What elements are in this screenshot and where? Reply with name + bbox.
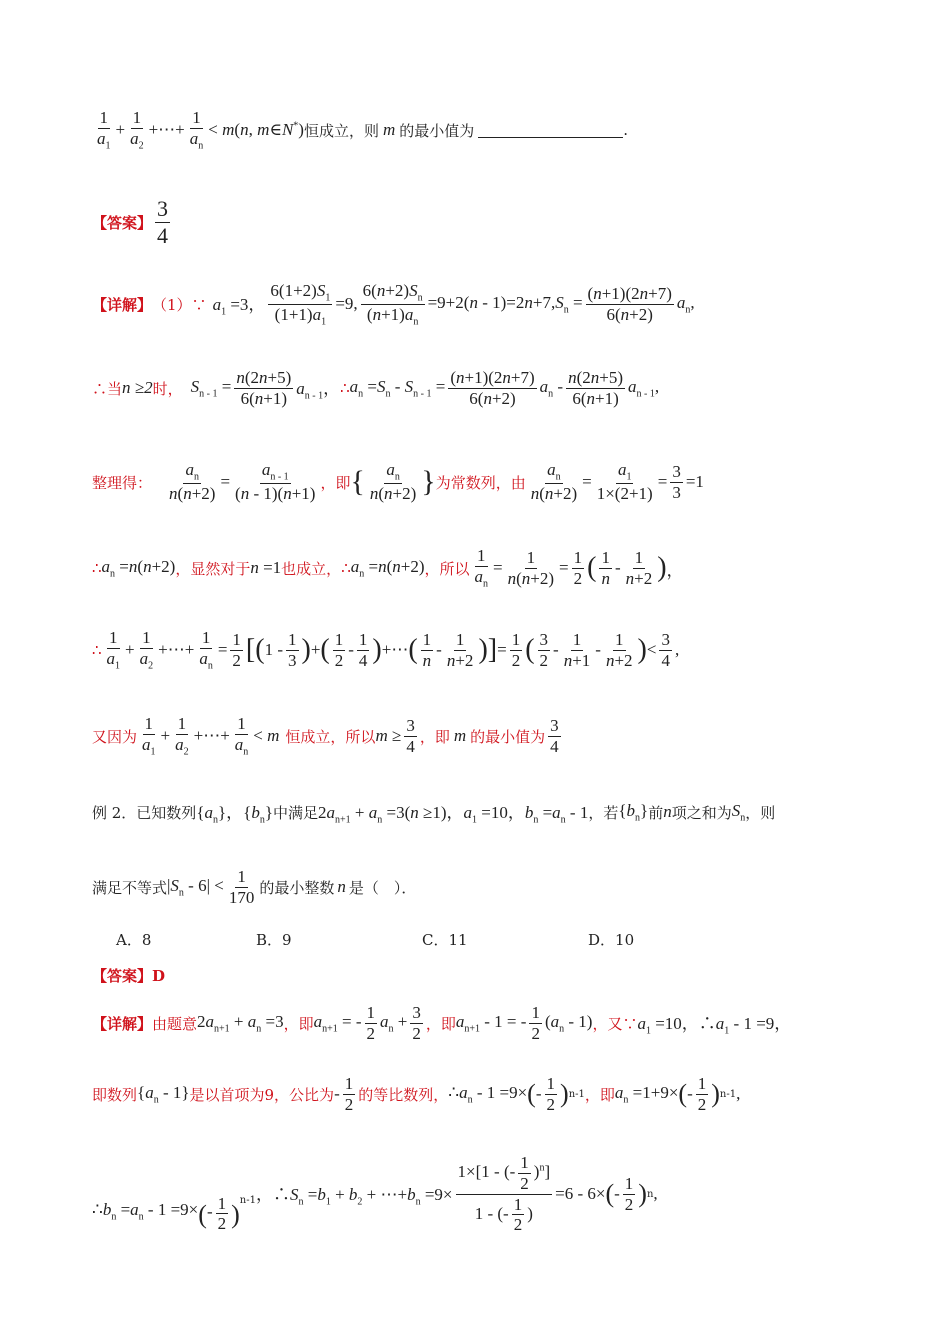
fraction: $\frac{1}{a_n}$: [234, 714, 249, 758]
example2-ze: ，则: [745, 803, 776, 822]
since-tail: 时，: [152, 379, 183, 398]
problem-tail-line: $\frac{1}{a_1}$ + $\frac{1}{a_2}$ +⋯+ $\frac{1}{a_n}$ < m(n, m∈N*) 恒成立，则 m 的最小值为 .: [97, 108, 629, 152]
fraction: $\frac{n(2n+5)}{6(n+1)}$: [568, 367, 624, 408]
fraction: $\frac{1}{2}$: [232, 629, 241, 670]
seq-text: 即数列: [92, 1085, 138, 1104]
seq-text2: 是以首项为9，公比为: [189, 1085, 335, 1104]
option-d[interactable]: D．10: [588, 931, 635, 949]
fraction: $\frac{1}{2}$: [697, 1073, 707, 1114]
fraction: $\frac{3}{4}$: [661, 629, 670, 670]
fraction: $\frac{1}{2}$: [366, 1002, 376, 1043]
since-text: ∴当: [92, 379, 123, 398]
fraction: $\frac{(n+1)(2n+7)}{6(n+2)}$: [587, 283, 672, 324]
option-c[interactable]: C．11: [422, 931, 468, 949]
fraction: $\frac{3}{2}$: [539, 629, 549, 670]
fraction: $\frac{1}{n(n+2)}$: [507, 547, 555, 588]
fraction: $\frac{a_n}{n(n+2)}$: [530, 460, 578, 504]
fraction: $\frac{1}{n+2}$: [625, 547, 653, 588]
answer-blank: [478, 123, 623, 138]
therefore: ∴: [92, 559, 102, 577]
fraction: $\frac{1}{2}$: [573, 547, 583, 588]
fraction: $\frac{1}{a_1}$: [142, 714, 156, 758]
fraction: $\frac{6(1+2)S_1}{(1+1)a_1}$: [270, 280, 331, 327]
fraction: $\frac{6(n+2)S_n}{(n+1)a_n}$: [362, 280, 423, 327]
answer2-line: [92, 962, 890, 988]
answer-numerator: 3: [157, 196, 169, 222]
fraction: $\frac{3}{4}$: [406, 715, 415, 756]
fraction: $\frac{3}{2}$: [412, 1002, 421, 1043]
arrange-text: 整理得：: [92, 473, 153, 492]
example2-line-1: 例 2．已知数列 $\{a_n\}$，$\{b_n\}$ 中满足 $2a_{n+1} + a_n =3(n \ge 1)$，$a_1 =10$，$b_n =a_n - 1$ ，若 $\{b_n\}$ 前 n 项之和为 $S_n$ ，则: [92, 800, 776, 826]
fraction: $\frac{1}{n+2}$: [446, 629, 474, 670]
answer-denominator: 4: [157, 222, 169, 248]
line1-end: .: [623, 121, 629, 139]
detail2-line-2: 即数列 $\{a_n - 1\}$ 是以首项为9，公比为 - $\frac{1}{2}$ 的等比数列， $\therefore a_n - 1 =9\times$ ( - $\frac{1}{2}$ ) n-1 ，即 $a_n =1+9\times$ ( - $\frac{1}{2}$ ) n-1 ,: [92, 1073, 741, 1114]
fraction: $\frac{1}{2}$: [624, 1173, 634, 1214]
fraction: $\frac{1}{a_n}$: [474, 546, 489, 590]
fraction: $\frac{1}{2}$: [217, 1193, 227, 1234]
example2-line2a: 满足不等式: [92, 878, 168, 897]
fraction: $\frac{n(2n+5)}{6(n+1)}$: [236, 367, 292, 408]
ie3: ，即: [425, 1014, 456, 1033]
detail2-line-3: $\therefore b_n =a_n - 1 =9\times$ ( - $\frac{1}{2}$ ) $^{n-1}$ ，$\therefore S_n =b_1 + b_2$ + $\cdots+b_n =9\times$ 1×[1 - (- $\frac{1}{2}$ )$^n$] 1 - (- $\frac{1}{2}$ ) =6 - 6× ( - $\frac{1}{2}$ ) n ,: [92, 1153, 658, 1235]
fraction: $\frac{a_1}{1\times(2+1)}$: [596, 460, 653, 504]
var-m: m: [382, 120, 396, 139]
fraction: $\frac{1}{n+2}$: [605, 629, 633, 670]
answer2-text: 【答案】D: [92, 966, 166, 985]
example2-prefix: 例 2．已知数列: [92, 803, 197, 822]
fraction: $\frac{1}{3}$: [288, 629, 297, 670]
fraction: $\frac{1}{n}$: [601, 547, 610, 588]
fraction: $\frac{a_{n - 1}}{(n - 1)(n+1)}$: [235, 460, 316, 504]
option-a[interactable]: A．8: [116, 931, 152, 949]
line1-tail: 的最小值为: [399, 121, 475, 140]
detail-line-3: 整理得： $\frac{a_n}{n(n+2)}$ = $\frac{a_{n - 1}}{(n - 1)(n+1)}$ ，即 { $\frac{a_n}{n(n+2)}$ } 为常数列，由 $\frac{a_n}{n(n+2)}$ = $\frac{a_1}{1\times(2+1)}$ = $\frac{3}{3}$ =1: [92, 460, 704, 504]
detail-line-1: 【详解】 （1）∵ $a_1 =3$， $\frac{6(1+2)S_1}{(1+1)a_1}$ =9, $\frac{6(n+2)S_n}{(n+1)a_n}$ $=9+2(n - 1)=2n+7,S_n$ = $\frac{(n+1)(2n+7)}{6(n+2)}$ $a_n$,: [92, 280, 695, 327]
fraction: $\frac{1}{2}$: [531, 1002, 540, 1043]
fraction: $\frac{1}{2}$: [344, 1073, 354, 1114]
detail-part: （1）∵: [152, 295, 207, 314]
example2-satisfy: 中满足: [272, 803, 318, 822]
fraction: $\frac{1}{a_2}$: [175, 714, 189, 758]
ie-text: ，即: [320, 473, 351, 492]
var-m: m: [453, 726, 467, 745]
fraction: $\frac{1}{a_2}$: [139, 628, 154, 672]
ie2-text: ，即: [419, 727, 450, 746]
detail2-line-1: 【详解】 由题意 $2a_{n+1} + a_n =3$ ，即 $a_{n+1}$ = - $\frac{1}{2}$ $a_n$ + $\frac{3}{2}$ ，即 $a_{n+1} - 1$ = - $\frac{1}{2}$ $(a_n - 1)$ ，又∵ $a_1 =10$，$\therefore a_1 - 1 =9$，: [92, 1002, 792, 1043]
fraction: 1×[1 - (- $\frac{1}{2}$ )$^n$] 1 - (- $\frac{1}{2}$ ): [457, 1153, 551, 1235]
min-text: 的最小值为: [470, 727, 546, 746]
option-b[interactable]: B．9: [256, 931, 292, 949]
fraction: $\frac{a_n}{n(n+2)}$: [369, 460, 417, 504]
so-text: ，所以: [424, 559, 470, 578]
example2-line-2: 满足不等式 $|S_n - 6|$ < $\frac{1}{170}$ 的最小整数 n 是（ ）．: [92, 866, 417, 907]
detail-line-4: ∴ $a_n =n(n+2)$ ，显然对于 n =1 也成立， ∴ $a_n =n(n+2)$ ，所以 $\frac{1}{a_n}$ = $\frac{1}{n(n+2)}$ = $\frac{1}{2}$ ( $\frac{1}{n}$ - $\frac{1}{n+2}$ ) ，: [92, 546, 684, 590]
fraction: $\frac{1}{4}$: [358, 629, 368, 670]
fraction: $\frac{1}{2}$: [334, 629, 344, 670]
holds-text: 恒成立，所以: [285, 727, 376, 746]
const-seq-text: 为常数列，由: [435, 473, 526, 492]
detail2-text: 由题意: [152, 1014, 198, 1033]
fraction: $\frac{1}{a_n}$: [189, 108, 204, 152]
fraction: $\frac{1}{a_n}$: [199, 628, 213, 672]
seq-text3: 的等比数列，: [358, 1085, 449, 1104]
also-holds-text: 也成立，: [281, 559, 342, 578]
fraction: $\frac{1}{a_1}$: [106, 628, 121, 672]
example2-line2c: 是（ ）．: [348, 878, 417, 897]
fraction: $\frac{1}{2}$: [546, 1073, 556, 1114]
fraction: $\frac{3}{3}$: [672, 461, 681, 502]
answer-fraction: [155, 196, 170, 248]
fraction: $\frac{1}{170}$: [228, 866, 255, 907]
ie4: ，即: [584, 1085, 615, 1104]
example2-line2b: 的最小整数: [259, 878, 335, 897]
example2-sum: 前: [648, 803, 664, 822]
ie3: ，即: [283, 1014, 314, 1033]
fraction: $\frac{1}{a_2}$: [130, 108, 144, 152]
again-text: 又因为: [92, 727, 138, 746]
detail-line-5: ∴ $\frac{1}{a_1}$ + $\frac{1}{a_2}$ +⋯+ $\frac{1}{a_n}$ = $\frac{1}{2}$ [( 1 - $\frac{1}{3}$ ) + ( $\frac{1}{2}$ - $\frac{1}{4}$ ) +⋯ ( $\frac{1}{n}$ - $\frac{1}{n+2}$ )] = $\frac{1}{2}$ ( $\frac{3}{2}$ - $\frac{1}{n+1}$ - $\frac{1}{n+2}$ ) < $\frac{3}{4}$ ,: [92, 628, 680, 672]
fraction: $\frac{1}{2}$: [511, 629, 521, 670]
you: ，又∵: [592, 1014, 638, 1033]
detail-line-6: 又因为 $\frac{1}{a_1}$ + $\frac{1}{a_2}$ +⋯+ $\frac{1}{a_n}$ < m 恒成立，所以 m ≥ $\frac{3}{4}$ ，即 m 的最小值为 $\frac{3}{4}$: [92, 714, 559, 758]
fraction: $\frac{(n+1)(2n+7)}{6(n+2)}$: [450, 367, 535, 408]
detail-tag: 【详解】: [92, 295, 153, 314]
obvious-text: ，显然对于: [175, 559, 251, 578]
example2-ruo: ，若: [588, 803, 619, 822]
cond: n ≥2: [122, 378, 153, 397]
fraction: $\frac{3}{4}$: [550, 715, 559, 756]
therefore: ∴: [92, 641, 102, 659]
therefore: ∴: [341, 559, 351, 577]
line1-text: 恒成立，则: [303, 121, 379, 140]
fraction: $\frac{1}{n+1}$: [563, 629, 591, 670]
therefore: ∴: [340, 379, 350, 397]
fraction: $\frac{1}{n}$: [422, 629, 432, 670]
fraction: $\frac{a_n}{n(n+2)}$: [169, 460, 216, 504]
answer1-line: [92, 192, 890, 252]
answer-tag: 【答案】: [92, 213, 153, 232]
detail-tag: 【详解】: [92, 1014, 153, 1033]
example2-sum2: 项之和为: [671, 803, 732, 822]
detail-line-2: ∴当 n ≥2 时， $S_{n - 1}$ = $\frac{n(2n+5)}{6(n+1)}$ $a_{n - 1}$， ∴ $a_n =S_n - S_{n - 1}$ = $\frac{(n+1)(2n+7)}{6(n+2)}$ $a_n$ - $\frac{n(2n+5)}{6(n+1)}$ $a_{n - 1}$,: [92, 367, 660, 408]
fraction: $\frac{1}{a_1}$: [97, 108, 111, 152]
